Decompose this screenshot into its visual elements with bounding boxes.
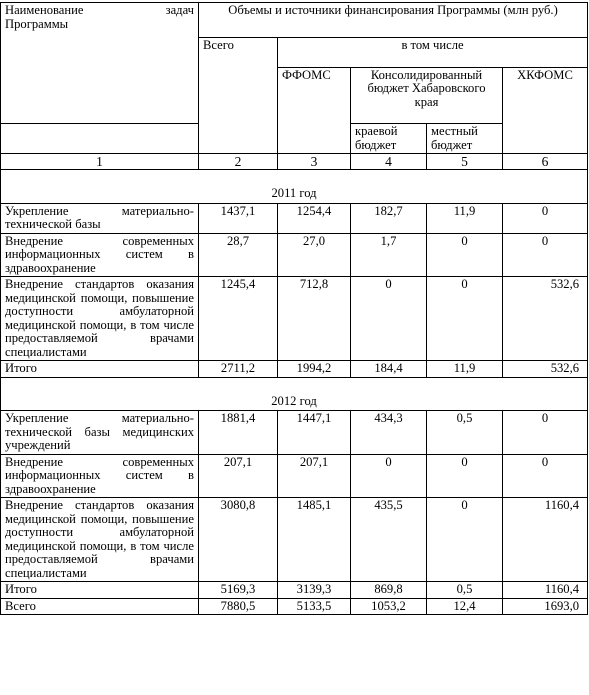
grand-total-row xyxy=(1,598,588,615)
column-number: 2 xyxy=(199,154,278,170)
table-row xyxy=(1,233,588,277)
value-ffoms: 3139,3 xyxy=(278,582,351,599)
value-ffoms: 1485,1 xyxy=(278,498,351,582)
table-row xyxy=(1,411,588,455)
value-total: 2711,2 xyxy=(199,361,278,378)
document-page xyxy=(0,2,588,615)
value-khfoms: 0 xyxy=(503,233,588,277)
column-number: 5 xyxy=(427,154,503,170)
value-total: 28,7 xyxy=(199,233,278,277)
task-name: Укрепление материально-технической базы xyxy=(1,203,199,233)
value-local: 11,9 xyxy=(427,203,503,233)
task-name: Внедрение стандартов оказания медицинской помощи, повышение доступности амбулаторной медицинской помощи, в том числе предоставляемой врачами специалистами xyxy=(1,498,199,582)
value-khfoms: 1693,0 xyxy=(503,598,588,615)
value-local: 0,5 xyxy=(427,582,503,599)
header-consolidated: Консолидированный бюджет Хабаровского края xyxy=(351,67,503,124)
value-regional: 869,8 xyxy=(351,582,427,599)
header-name-label-1: Наименование xyxy=(5,3,84,17)
header-including: в том числе xyxy=(278,38,588,68)
value-ffoms: 712,8 xyxy=(278,277,351,361)
value-regional: 0 xyxy=(351,277,427,361)
value-local: 0 xyxy=(427,498,503,582)
value-local: 0,5 xyxy=(427,411,503,455)
header-total: Всего xyxy=(199,38,278,154)
table-row xyxy=(1,498,588,582)
value-local: 0 xyxy=(427,233,503,277)
value-total: 207,1 xyxy=(199,454,278,498)
value-ffoms: 27,0 xyxy=(278,233,351,277)
value-total: 1437,1 xyxy=(199,203,278,233)
year-row-2011 xyxy=(1,170,588,204)
subtotal-label: Итого xyxy=(1,582,199,599)
task-name: Внедрение стандартов оказания медицинской помощи, повышение доступности амбулаторной медицинской помощи, в том числе предоставляемой врачами специалистами xyxy=(1,277,199,361)
header-ffoms: ФФОМС xyxy=(278,67,351,154)
header-row-1 xyxy=(1,3,588,38)
value-khfoms: 0 xyxy=(503,203,588,233)
subtotal-row xyxy=(1,361,588,378)
header-task-name-cont xyxy=(1,124,199,154)
value-total: 1245,4 xyxy=(199,277,278,361)
column-number: 1 xyxy=(1,154,199,170)
task-name: Укрепление материально-технической базы медицинских учреждений xyxy=(1,411,199,455)
value-total: 7880,5 xyxy=(199,598,278,615)
header-khfoms: ХКФОМС xyxy=(503,67,588,154)
value-regional: 184,4 xyxy=(351,361,427,378)
value-regional: 0 xyxy=(351,454,427,498)
value-ffoms: 207,1 xyxy=(278,454,351,498)
header-local: местный бюджет xyxy=(427,124,503,154)
value-khfoms: 1160,4 xyxy=(503,582,588,599)
value-khfoms: 0 xyxy=(503,454,588,498)
value-regional: 435,5 xyxy=(351,498,427,582)
value-ffoms: 1447,1 xyxy=(278,411,351,455)
column-numbers-row xyxy=(1,154,588,170)
value-khfoms: 532,6 xyxy=(503,277,588,361)
grand-total-label: Всего xyxy=(1,598,199,615)
value-khfoms: 532,6 xyxy=(503,361,588,378)
value-local: 11,9 xyxy=(427,361,503,378)
column-number: 6 xyxy=(503,154,588,170)
column-number: 3 xyxy=(278,154,351,170)
header-funding-title: Объемы и источники финансирования Программы (млн руб.) xyxy=(199,3,588,38)
value-ffoms: 5133,5 xyxy=(278,598,351,615)
header-name-label-3: Программы xyxy=(5,16,69,31)
header-task-name xyxy=(1,3,199,124)
value-regional: 1053,2 xyxy=(351,598,427,615)
header-name-label-2: задач xyxy=(165,3,194,17)
task-name: Внедрение современных информационных систем в здравоохранение xyxy=(1,454,199,498)
task-name: Внедрение современных информационных систем в здравоохранение xyxy=(1,233,199,277)
value-total: 1881,4 xyxy=(199,411,278,455)
subtotal-label: Итого xyxy=(1,361,199,378)
value-khfoms: 1160,4 xyxy=(503,498,588,582)
value-ffoms: 1254,4 xyxy=(278,203,351,233)
value-khfoms: 0 xyxy=(503,411,588,455)
table-row xyxy=(1,454,588,498)
value-regional: 434,3 xyxy=(351,411,427,455)
value-regional: 1,7 xyxy=(351,233,427,277)
year-row-2012 xyxy=(1,377,588,411)
table-row xyxy=(1,203,588,233)
year-heading: 2011 год xyxy=(1,170,588,204)
value-regional: 182,7 xyxy=(351,203,427,233)
financing-table xyxy=(0,2,588,615)
table-row xyxy=(1,277,588,361)
value-total: 5169,3 xyxy=(199,582,278,599)
value-ffoms: 1994,2 xyxy=(278,361,351,378)
value-total: 3080,8 xyxy=(199,498,278,582)
year-heading: 2012 год xyxy=(1,377,588,411)
value-local: 0 xyxy=(427,454,503,498)
subtotal-row xyxy=(1,582,588,599)
column-number: 4 xyxy=(351,154,427,170)
header-regional: краевой бюджет xyxy=(351,124,427,154)
value-local: 12,4 xyxy=(427,598,503,615)
value-local: 0 xyxy=(427,277,503,361)
